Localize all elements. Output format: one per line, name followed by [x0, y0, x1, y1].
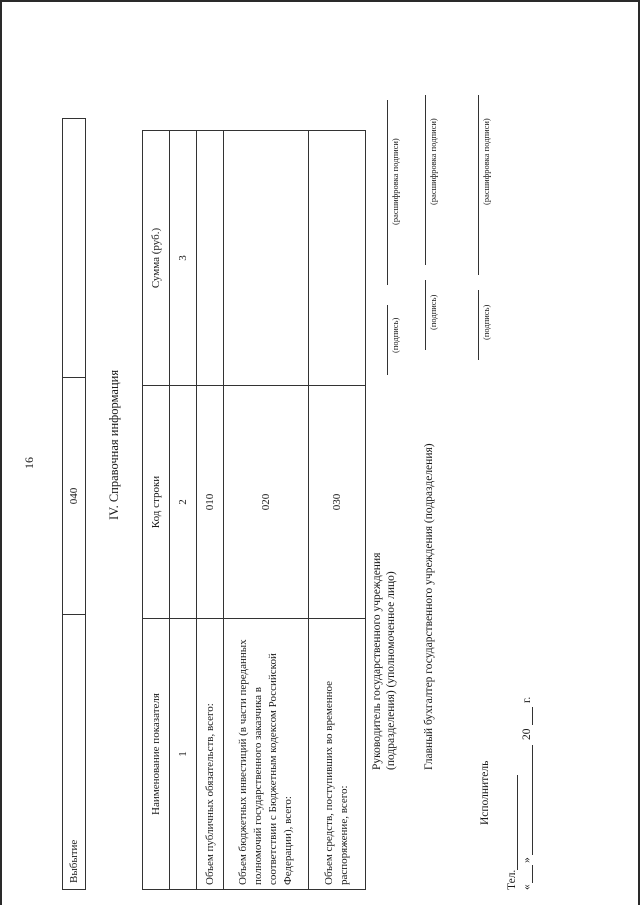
page-number: 16	[22, 457, 36, 469]
col-number-2: 2	[170, 386, 197, 619]
accountant-decode-line	[425, 95, 426, 265]
date-year-suffix: г.	[521, 696, 533, 703]
row-name: Объем средств, поступивших во временное распоряжение, всего:	[309, 619, 366, 890]
row-code: 020	[224, 386, 309, 619]
date-close-quote: »	[521, 857, 533, 863]
accountant-title: Главный бухгалтер государственного учреждения (подразделения)	[423, 443, 435, 770]
row-sum	[197, 131, 224, 386]
outflow-row-table	[62, 118, 86, 890]
accountant-signature-caption: (подпись)	[428, 294, 438, 330]
row-code: 030	[309, 386, 366, 619]
outflow-code: 040	[63, 378, 86, 615]
col-number-1: 1	[170, 619, 197, 890]
section-title: IV. Справочная информация	[107, 369, 121, 520]
table-row	[309, 131, 366, 890]
accountant-signature-line	[425, 280, 426, 350]
row-sum	[309, 131, 366, 386]
tel-label: Тел.	[506, 869, 518, 890]
head-signature-line	[387, 305, 388, 375]
header-name: Наименование показателя	[143, 619, 170, 890]
table-header-row	[143, 131, 170, 890]
head-decode-line	[387, 100, 388, 285]
date-year-line	[532, 707, 533, 725]
row-name: Объем публичных обязательств, всего:	[197, 619, 224, 890]
date-year-prefix: 20	[521, 728, 533, 740]
col-number-3: 3	[170, 131, 197, 386]
row-sum	[224, 131, 309, 386]
head-signature-caption: (подпись)	[390, 317, 400, 353]
reference-table	[142, 130, 366, 890]
executor-title: Исполнитель	[479, 760, 491, 825]
date-month-line	[532, 745, 533, 855]
executor-decode-line	[478, 95, 479, 275]
row-name: Объем бюджетных инвестиций (в части переданных полномочий государственного заказчика в соответствии с Бюджетным кодексом Российской Федерации), всего:	[224, 619, 309, 890]
outflow-label: Выбытие	[63, 615, 86, 890]
head-title: Руководитель государственного учреждения (подразделения) (уполномоченное лицо)	[371, 552, 398, 770]
date-day-line	[532, 865, 533, 883]
header-sum: Сумма (руб.)	[143, 131, 170, 386]
executor-signature-caption: (подпись)	[481, 304, 491, 340]
tel-line	[517, 775, 518, 870]
head-decode-caption: (расшифровка подписи)	[390, 138, 400, 225]
column-number-row	[170, 131, 197, 890]
accountant-decode-caption: (расшифровка подписи)	[428, 118, 438, 205]
header-code: Код строки	[143, 386, 170, 619]
executor-signature-line	[478, 290, 479, 360]
outflow-sum	[63, 119, 86, 378]
date-open-quote: «	[521, 884, 533, 890]
table-row	[224, 131, 309, 890]
executor-decode-caption: (расшифровка подписи)	[481, 118, 491, 205]
row-code: 010	[197, 386, 224, 619]
table-row	[197, 131, 224, 890]
